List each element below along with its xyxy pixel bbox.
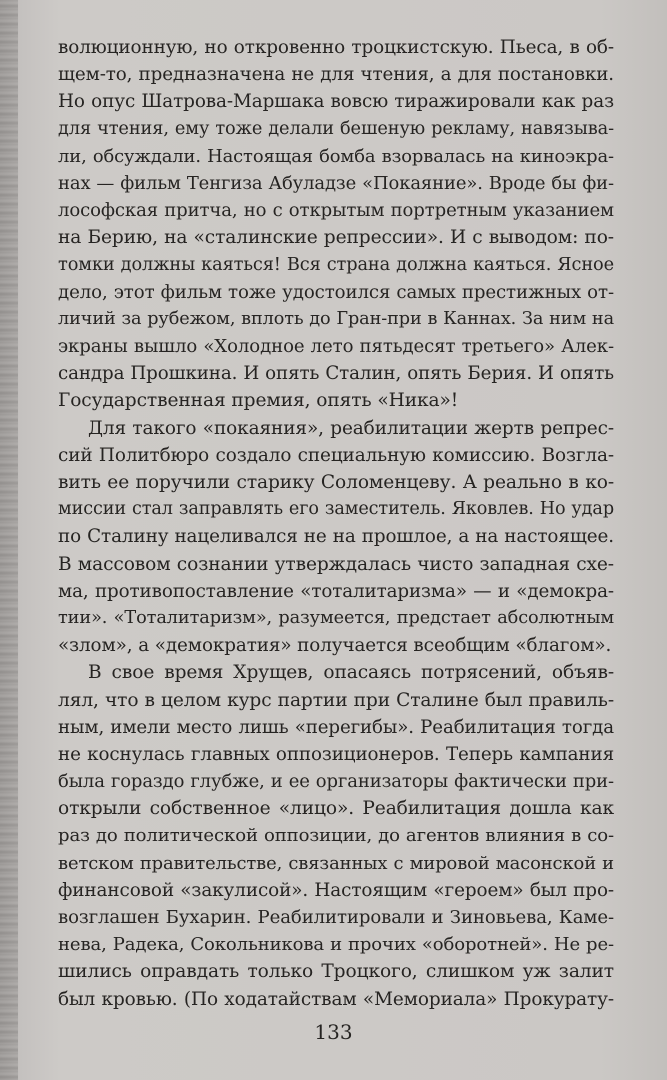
text-line: Государственная премия, опять «Ника»! bbox=[58, 390, 459, 412]
page-number: 133 bbox=[314, 1020, 353, 1044]
text-line: ветском правительстве, связанных с мировой масонской и bbox=[58, 852, 614, 874]
text-line: на Берию, на «сталинские репрессии». И с выводом: по- bbox=[58, 227, 614, 249]
text-line: ным, имели место лишь «перегибы». Реабилитация тогда bbox=[58, 716, 614, 738]
text-line: шились оправдать только Троцкого, слишком уж залит bbox=[58, 961, 614, 983]
text-line: Для такого «покаяния», реабилитации жертв репрес- bbox=[88, 417, 614, 439]
text-line: тии». «Тоталитаризм», разумеется, предстает абсолютным bbox=[58, 607, 614, 628]
text-line: экраны вышло «Холодное лето пятьдесят третьего» Алек- bbox=[58, 336, 614, 358]
text-line: щем-то, предназначена не для чтения, а для постановки. bbox=[58, 64, 614, 86]
text-line: В массовом сознании утверждалась чисто западная схе- bbox=[58, 553, 614, 575]
text-line: дело, этот фильм тоже удостоился самых престижных от- bbox=[58, 281, 614, 303]
text-line: миссии стал заправлять его заместитель. Яковлев. Но удар bbox=[58, 499, 614, 520]
text-line: «злом», а «демократия» получается всеобщим «благом». bbox=[58, 635, 612, 657]
text-line: финансовой «закулисой». Настоящим «героем» был про- bbox=[58, 879, 614, 901]
text-line: сий Политбюро создало специальную комиссию. Возгла- bbox=[58, 444, 614, 466]
text-line: не коснулась главных оппозиционеров. Теперь кампания bbox=[58, 743, 614, 765]
text-line: был кровью. (По ходатайствам «Мемориала» Прокурату- bbox=[58, 988, 614, 1010]
text-line: Но опус Шатрова-Маршака вовсю тиражировали как раз bbox=[58, 91, 614, 113]
text-line: по Сталину нацеливался не на прошлое, а на настоящее. bbox=[58, 526, 614, 548]
text-line: лософская притча, но с открытым портретным указанием bbox=[58, 200, 614, 222]
text-line: ма, противопоставление «тоталитаризма» — и «демокра- bbox=[58, 580, 614, 602]
text-line: нева, Радека, Сокольникова и прочих «оборотней». Не ре- bbox=[58, 934, 614, 956]
text-line: возглашен Бухарин. Реабилитировали и Зиновьева, Каме- bbox=[58, 907, 614, 928]
text-line: для чтения, ему тоже делали бешеную рекламу, навязыва- bbox=[58, 118, 614, 139]
text-line: вить ее поручили старику Соломенцеву. А реально в ко- bbox=[58, 472, 614, 493]
text-line: личий за рубежом, вплоть до Гран-при в Каннах. За ним на bbox=[58, 308, 614, 329]
text-line: волюционную, но откровенно троцкистскую. Пьеса, в об- bbox=[58, 37, 614, 58]
text-line: томки должны каяться! Вся страна должна каяться. Ясное bbox=[58, 254, 614, 275]
text-line: ли, обсуждали. Настоящая бомба взорвалась на киноэкра- bbox=[58, 145, 614, 167]
text-line: раз до политической оппозиции, до агентов влияния в со- bbox=[58, 825, 614, 847]
book-spine-shadow bbox=[0, 0, 18, 1080]
text-line: сандра Прошкина. И опять Сталин, опять Берия. И опять bbox=[58, 363, 614, 385]
text-line: нах — фильм Тенгиза Абуладзе «Покаяние». Вроде бы фи- bbox=[58, 172, 614, 194]
text-line: открыли собственное «лицо». Реабилитация дошла как bbox=[58, 798, 614, 820]
text-line: В свое время Хрущев, опасаясь потрясений, объяв- bbox=[88, 662, 614, 684]
text-line: была гораздо глубже, и ее организаторы фактически при- bbox=[58, 771, 614, 793]
text-line: лял, что в целом курс партии при Сталине был правиль- bbox=[58, 689, 614, 711]
body-text bbox=[58, 34, 614, 1013]
